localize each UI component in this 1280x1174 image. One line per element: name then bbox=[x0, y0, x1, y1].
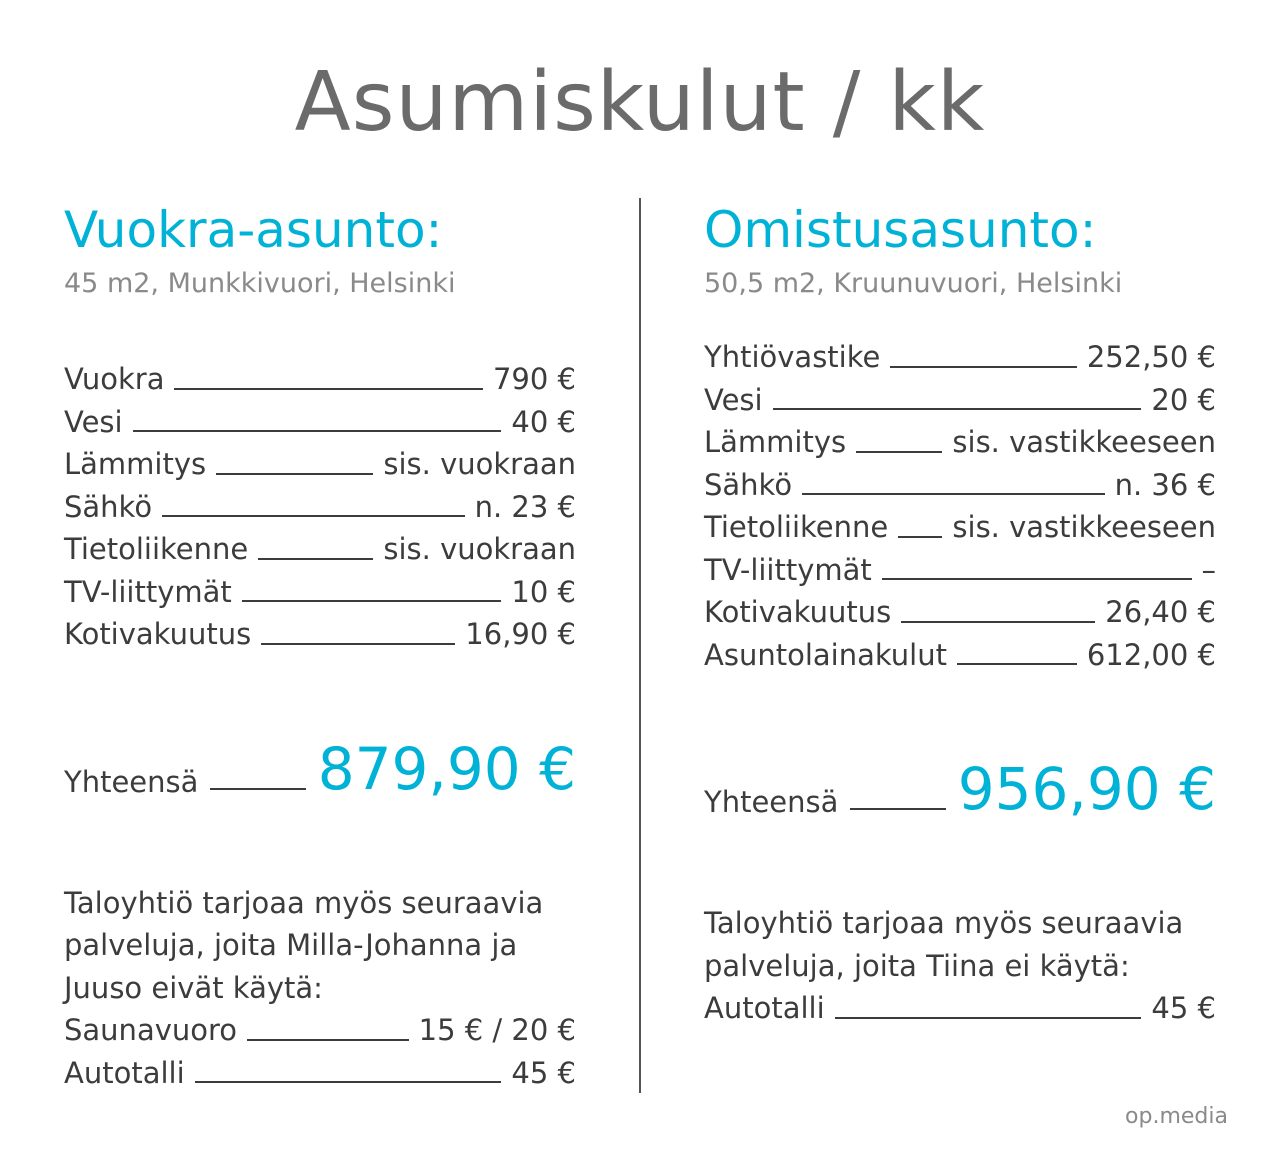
extra-row bbox=[64, 1009, 576, 1052]
cost-label: Kotivakuutus bbox=[64, 617, 252, 651]
cost-label: Lämmitys bbox=[64, 447, 207, 481]
leader-line bbox=[835, 1017, 1142, 1019]
cost-value: sis. vuokraan bbox=[383, 532, 576, 566]
cost-label: Vesi bbox=[64, 404, 123, 439]
owner-column bbox=[704, 200, 1216, 1030]
cost-row bbox=[704, 634, 1216, 677]
total-value: 956,90 € bbox=[957, 755, 1216, 823]
cost-label: Vuokra bbox=[64, 362, 165, 396]
leader-line bbox=[216, 473, 373, 475]
cost-row bbox=[64, 443, 576, 486]
cost-value: – bbox=[1201, 552, 1216, 587]
extra-label: Autotalli bbox=[704, 991, 825, 1025]
cost-value: 790 € bbox=[492, 362, 576, 396]
extra-row bbox=[704, 987, 1216, 1030]
cost-row bbox=[704, 549, 1216, 592]
cost-label: Sähkö bbox=[704, 467, 793, 502]
leader-line bbox=[258, 558, 373, 560]
rental-note bbox=[64, 882, 576, 1010]
cost-label: Asuntolainakulut bbox=[704, 637, 947, 672]
cost-value: sis. vuokraan bbox=[383, 447, 576, 481]
cost-label: Kotivakuutus bbox=[704, 595, 892, 629]
note-line: palveluja, joita Milla-Johanna ja bbox=[64, 928, 518, 962]
leader-line bbox=[210, 788, 305, 790]
leader-line bbox=[802, 493, 1105, 495]
cost-row bbox=[704, 464, 1216, 507]
leader-line bbox=[890, 366, 1077, 368]
leader-line bbox=[242, 600, 502, 602]
total-value: 879,90 € bbox=[317, 734, 576, 803]
rental-column bbox=[64, 200, 576, 1094]
total-label: Yhteensä bbox=[64, 764, 199, 799]
note-line: Juuso eivät käytä: bbox=[64, 970, 323, 1005]
cost-label: Tietoliikenne bbox=[704, 510, 889, 544]
cost-row bbox=[704, 591, 1216, 634]
leader-line bbox=[162, 515, 465, 517]
leader-line bbox=[133, 430, 502, 432]
cost-value: sis. vastikkeeseen bbox=[952, 425, 1216, 459]
total-label: Yhteensä bbox=[704, 785, 839, 819]
leader-line bbox=[261, 643, 455, 645]
cost-value: 26,40 € bbox=[1105, 595, 1216, 629]
rental-total bbox=[64, 732, 576, 802]
cost-value: 10 € bbox=[511, 574, 576, 609]
leader-line bbox=[898, 536, 942, 538]
page-title: Asumiskulut / kk bbox=[294, 55, 986, 150]
cost-value: n. 23 € bbox=[474, 489, 576, 524]
cost-label: TV-liittymät bbox=[64, 574, 232, 609]
extra-label: Autotalli bbox=[64, 1055, 185, 1090]
rental-subtitle: 45 m2, Munkkivuori, Helsinki bbox=[64, 268, 456, 299]
leader-line bbox=[957, 663, 1077, 665]
leader-line bbox=[247, 1039, 409, 1041]
cost-label: Sähkö bbox=[64, 489, 153, 524]
leader-line bbox=[850, 808, 945, 810]
cost-row bbox=[64, 401, 576, 444]
cost-label: Vesi bbox=[704, 382, 763, 417]
cost-value: 16,90 € bbox=[465, 617, 576, 651]
extra-row bbox=[64, 1052, 576, 1095]
leader-line bbox=[901, 621, 1095, 623]
leader-line bbox=[174, 388, 482, 390]
extra-value: 45 € bbox=[511, 1055, 576, 1090]
cost-row bbox=[704, 336, 1216, 379]
owner-cost-list bbox=[704, 336, 1216, 676]
owner-note bbox=[704, 902, 1216, 987]
cost-row bbox=[64, 571, 576, 614]
owner-total bbox=[704, 752, 1216, 822]
footer-source: op.media bbox=[1125, 1104, 1228, 1129]
cost-label: Lämmitys bbox=[704, 425, 847, 459]
rental-heading: Vuokra-asunto: bbox=[64, 201, 443, 259]
cost-row bbox=[64, 358, 576, 401]
note-line: Taloyhtiö tarjoaa myös seuraavia bbox=[704, 906, 1184, 940]
owner-subtitle: 50,5 m2, Kruunuvuori, Helsinki bbox=[704, 268, 1123, 299]
owner-extras bbox=[704, 987, 1216, 1030]
cost-value: 20 € bbox=[1151, 382, 1216, 417]
cost-value: 40 € bbox=[511, 404, 576, 439]
cost-row bbox=[704, 506, 1216, 549]
cost-label: Tietoliikenne bbox=[64, 532, 249, 566]
cost-row bbox=[704, 421, 1216, 464]
cost-value: sis. vastikkeeseen bbox=[952, 510, 1216, 544]
cost-row bbox=[64, 613, 576, 656]
cost-value: n. 36 € bbox=[1114, 467, 1216, 502]
extra-label: Saunavuoro bbox=[64, 1013, 238, 1047]
owner-heading: Omistusasunto: bbox=[704, 201, 1097, 259]
leader-line bbox=[195, 1081, 502, 1083]
cost-label: TV-liittymät bbox=[704, 552, 872, 587]
leader-line bbox=[882, 578, 1192, 580]
column-divider bbox=[639, 198, 641, 1093]
cost-value: 612,00 € bbox=[1086, 637, 1216, 672]
cost-value: 252,50 € bbox=[1086, 340, 1216, 374]
extra-value: 15 € / 20 € bbox=[418, 1013, 576, 1047]
note-line: palveluja, joita Tiina ei käytä: bbox=[704, 948, 1130, 983]
leader-line bbox=[773, 408, 1142, 410]
cost-row bbox=[64, 528, 576, 571]
cost-row bbox=[64, 486, 576, 529]
extra-value: 45 € bbox=[1151, 991, 1216, 1025]
rental-cost-list bbox=[64, 358, 576, 656]
leader-line bbox=[856, 451, 942, 453]
cost-label: Yhtiövastike bbox=[704, 340, 881, 374]
note-line: Taloyhtiö tarjoaa myös seuraavia bbox=[64, 885, 544, 920]
rental-extras bbox=[64, 1009, 576, 1094]
cost-row bbox=[704, 379, 1216, 422]
